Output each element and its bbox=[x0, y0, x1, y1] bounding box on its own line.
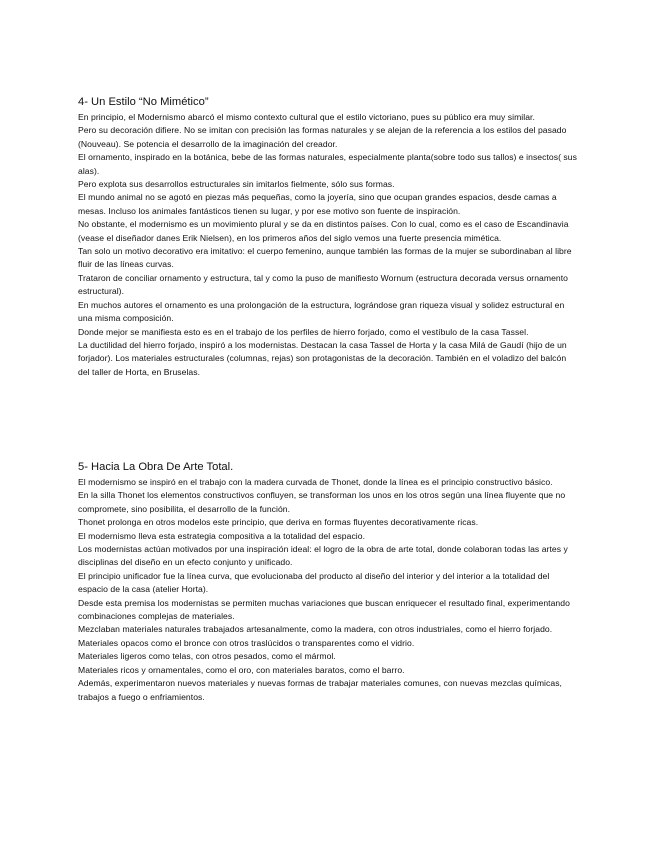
paragraph: El principio unificador fue la línea curva, que evolucionaba del producto al diseño del interior y del interior a la totalidad del espacio de la casa (atelier Horta). bbox=[78, 570, 550, 595]
paragraph: En principio, el Modernismo abarcó el mismo contexto cultural que el estilo victoriano, pues su público era muy similar. bbox=[78, 112, 535, 122]
section-obra-de-arte-total bbox=[78, 460, 578, 704]
paragraph: Tan solo un motivo decorativo era imitativo: el cuerpo femenino, aunque también las formas de la mujer se subordinaban al libre fluir de las líneas curvas. bbox=[78, 246, 572, 270]
paragraph: Materiales ricos y ornamentales, como el oro, con materiales baratos, como el barro. bbox=[78, 664, 405, 675]
paragraph: El ornamento, inspirado en la botánica, bebe de las formas naturales, especialmente planta(sobre todo sus tallos) e insectos( sus alas). bbox=[78, 152, 577, 176]
paragraph: Además, experimentaron nuevos materiales y nuevas formas de trabajar materiales comunes, con nuevas mezclas químicas, trabajos a fuego o enfriamientos. bbox=[78, 678, 562, 702]
paragraph: El modernismo se inspiró en el trabajo con la madera curvada de Thonet, donde la línea es el principio constructivo básico. bbox=[78, 477, 553, 487]
paragraph: En la silla Thonet los elementos constructivos confluyen, se transforman los unos en los otros según una línea fluyente que no compromete, sino posibilita, el desarrollo de la función. bbox=[78, 490, 566, 514]
paragraph: Los modernistas actúan motivados por una inspiración ideal: el logro de la obra de arte total, donde colaboran todas las artes y disciplinas del diseño en un efecto conjunto y unificado. bbox=[78, 544, 568, 568]
paragraph: Pero su decoración difiere. No se imitan con precisión las formas naturales y se alejan de la referencia a los estilos del pasado (Nouveau). Se potencia el desarrollo de la imaginación del creador. bbox=[78, 125, 567, 149]
paragraph: Mezclaban materiales naturales trabajados artesanalmente, como la madera, con otros industriales, como el hierro forjado. bbox=[78, 624, 553, 635]
paragraph: En muchos autores el ornamento es una prolongación de la estructura, lográndose gran riqueza visual y solidez estructural en una misma composición. bbox=[78, 299, 565, 324]
paragraph: La ductilidad del hierro forjado, inspiró a los modernistas. Destacan la casa Tassel de Horta y la casa Milá de Gaudí (hijo de un forjador). Los materiales estructurales (columnas, rejas) son protagonistas de la decoración. También en el voladizo del balcón del taller de Horta, en Bruselas. bbox=[78, 339, 567, 377]
paragraph: Donde mejor se manifiesta esto es en el trabajo de los perfiles de hierro forjado, como el vestíbulo de la casa Tassel. bbox=[78, 326, 529, 337]
paragraph: Materiales ligeros como telas, con otros pesados, como el mármol. bbox=[78, 651, 336, 662]
paragraph: Thonet prolonga en otros modelos este principio, que deriva en formas fluyentes decorativamente ricas. bbox=[78, 517, 479, 528]
paragraph: Trataron de conciliar ornamento y estructura, tal y como la puso de manifiesto Wornum (estructura decorada versus ornamento estructural). bbox=[78, 272, 569, 297]
section-no-mimetico bbox=[78, 95, 578, 379]
paragraph: Desde esta premisa los modernistas se permiten muchas variaciones que buscan enriquecer el resultado final, experimentando combinaciones complejas de materiales. bbox=[78, 597, 570, 622]
paragraph: El mundo animal no se agotó en piezas más pequeñas, como la joyería, sino que ocupan grandes espacios, desde camas a mesas. Incluso los animales fantásticos tienen su lugar, y por ese motivo son fuente de inspiración. bbox=[78, 192, 557, 216]
paragraph: Materiales opacos como el bronce con otros traslúcidos o transparentes como el vidrio. bbox=[78, 637, 415, 648]
section-heading: 5- Hacia La Obra De Arte Total. bbox=[78, 461, 234, 473]
paragraph: El modernismo lleva esta estrategia compositiva a la totalidad del espacio. bbox=[78, 530, 366, 541]
paragraph: Pero explota sus desarrollos estructurales sin imitarlos fielmente, sólo sus formas. bbox=[78, 179, 395, 190]
section-heading: 4- Un Estilo “No Mimético” bbox=[78, 96, 209, 108]
paragraph: No obstante, el modernismo es un movimiento plural y se da en distintos países. Con lo cual, como es el caso de Escandinavia (vease el diseñador danes Erik Nielsen), en los primeros años del siglo vemos una fuerte presencia mimética. bbox=[78, 219, 569, 243]
